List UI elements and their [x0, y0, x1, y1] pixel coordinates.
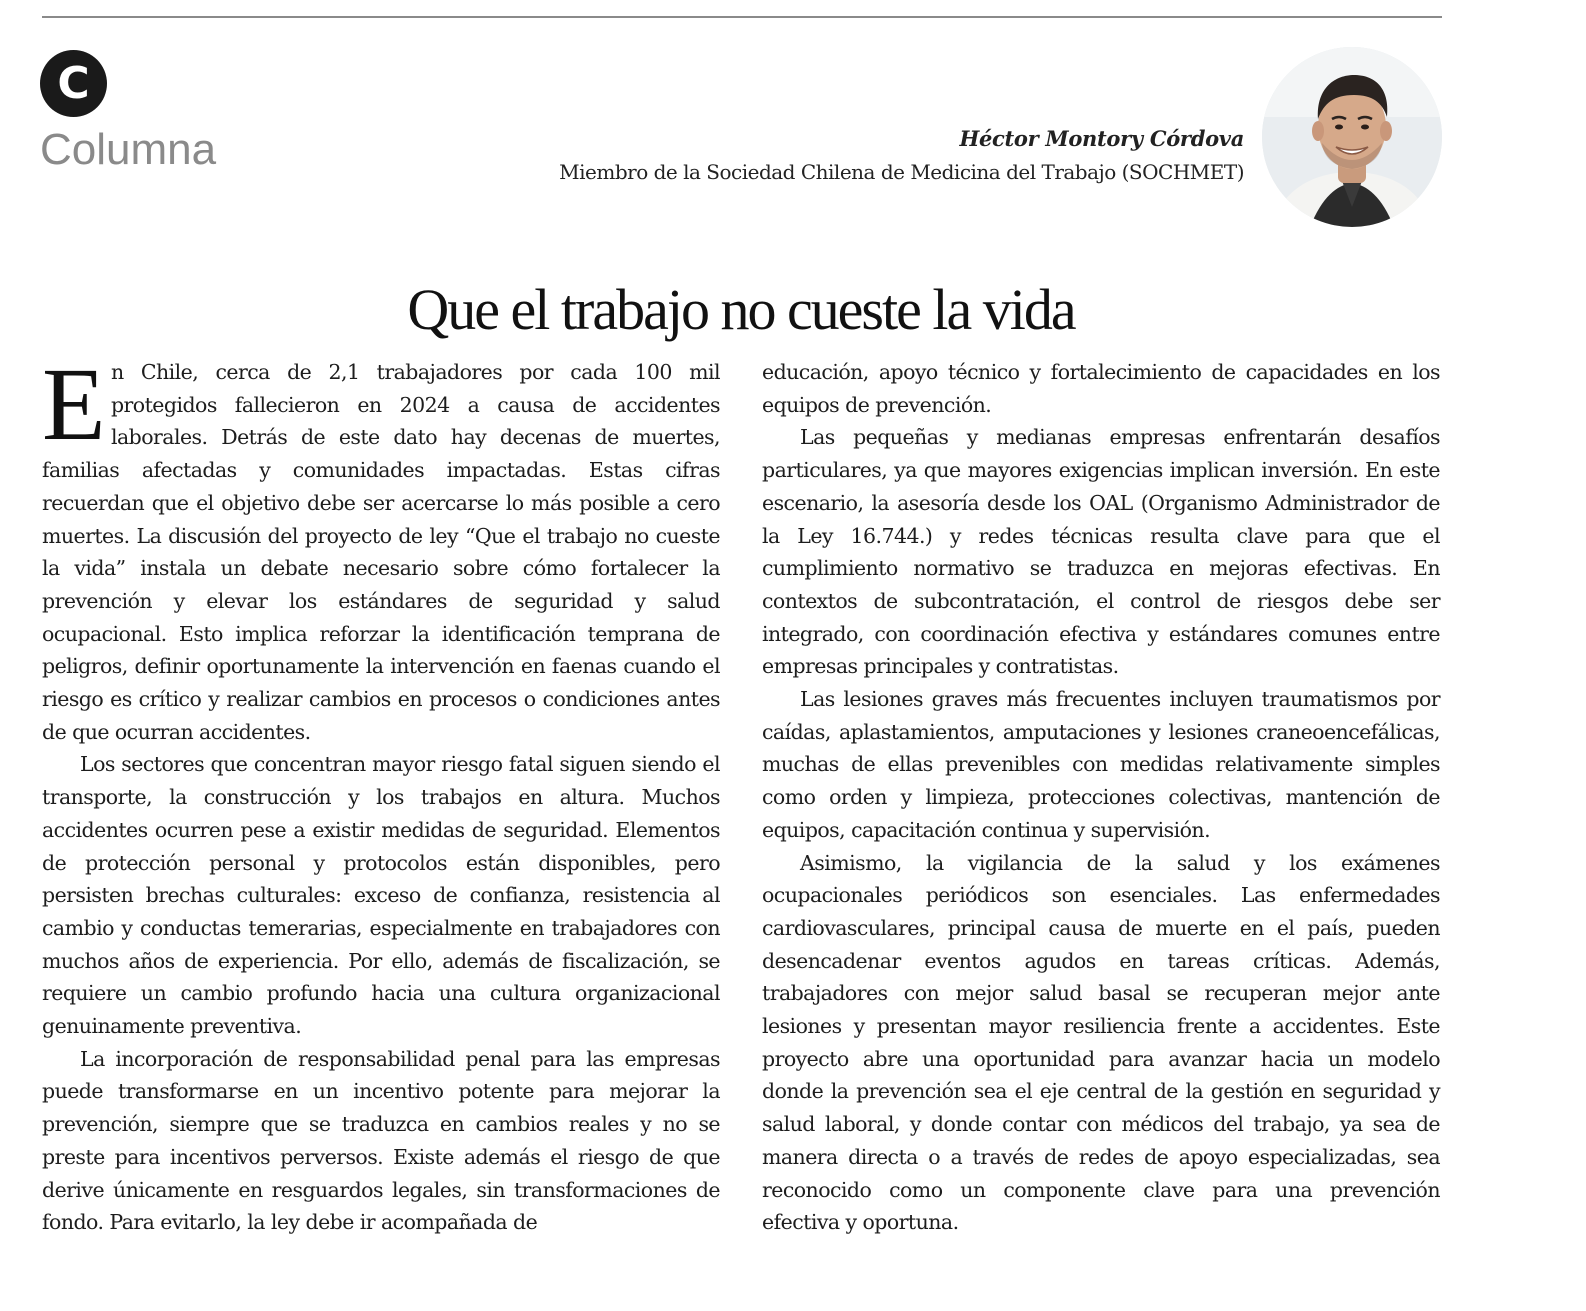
paragraph-4: Las pequeñas y medianas empresas enfrentarán desafíos particulares, ya que mayores exigencias implican inversión. En este escenario, la asesoría desde los OAL (Organismo Administrador de la Ley 16.744.) y redes técnicas resulta clave para que el cumplimiento normativo se traduzca en mejoras efectivas. En contextos de subcontratación, el control de riesgos debe ser integrado, con coordinación efectiva y estándares comunes entre empresas principales y contratistas.	[762, 425, 1440, 679]
paragraph-3: La incorporación de responsabilidad penal para las empresas puede transformarse en un incentivo potente para mejorar la prevención, siempre que se traduzca en cambios reales y no se preste para incentivos perversos. Existe además el riesgo de que derive únicamente en resguardos legales, sin transformaciones de fondo. Para evitarlo, la ley debe ir acompañada de	[42, 1046, 720, 1235]
author-portrait-icon	[1262, 47, 1442, 227]
top-rule	[42, 16, 1442, 18]
drop-cap: E	[42, 347, 105, 462]
author-photo	[1262, 47, 1442, 227]
paragraph-5: Las lesiones graves más frecuentes incluyen traumatismos por caídas, aplastamientos, amputaciones y lesiones craneoencefálicas, muchas de ellas prevenibles con medidas relativamente simples como orden y limpieza, protecciones colectivas, mantención de equipos, capacitación continua y supervisión.	[762, 687, 1440, 842]
paragraph-1	[42, 347, 720, 748]
author-role: Miembro de la Sociedad Chilena de Medicina del Trabajo (SOCHMET)	[559, 160, 1244, 184]
badge-letter: C	[57, 57, 90, 109]
paragraph-2: Los sectores que concentran mayor riesgo fatal siguen siendo el transporte, la construcción y los trabajos en altura. Muchos accidentes ocurren pese a existir medidas de seguridad. Elementos de protección personal y protocolos están disponibles, pero persisten brechas culturales: exceso de confianza, resistencia al cambio y conductas temerarias, especialmente en trabajadores con muchos años de experiencia. Por ello, además de fiscalización, se requiere un cambio profundo hacia una cultura organizacional genuinamente preventiva.	[42, 752, 720, 1039]
paragraph-1-text: n Chile, cerca de 2,1 trabajadores por cada 100 mil protegidos fallecieron en 2024 a causa de accidentes laborales. Detrás de este dato hay decenas de muertes, familias afectadas y comunidades impactadas. Estas cifras recuerdan que el objetivo debe ser acercarse lo más posible a cero muertes. La discusión del proyecto de ley “Que el trabajo no cueste la vida” instala un debate necesario sobre cómo fortalecer la prevención y elevar los estándares de seguridad y salud ocupacional. Esto implica reforzar la identificación temprana de peligros, definir oportunamente la intervención en faenas cuando el riesgo es crítico y realizar cambios en procesos o condiciones antes de que ocurran accidentes.	[42, 360, 720, 744]
article-column-left	[42, 347, 720, 1239]
paragraph-3-continued: educación, apoyo técnico y fortalecimiento de capacidades en los equipos de prevención.	[762, 360, 1440, 417]
headline: Que el trabajo no cueste la vida	[407, 276, 1075, 342]
author-name: Héctor Montory Córdova	[959, 126, 1244, 151]
article-column-right	[762, 356, 1440, 1239]
section-badge	[40, 50, 107, 117]
paragraph-6: Asimismo, la vigilancia de la salud y los exámenes ocupacionales periódicos son esenciales. Las enfermedades cardiovasculares, principal causa de muerte en el país, pueden desencadenar eventos agudos en tareas críticas. Además, trabajadores con mejor salud basal se recuperan mejor ante lesiones y presentan mayor resiliencia frente a accidentes. Este proyecto abre una oportunidad para avanzar hacia un modelo donde la prevención sea el eje central de la gestión en seguridad y salud laboral, y donde contar con médicos del trabajo, ya sea de manera directa o a través de redes de apoyo especializadas, sea reconocido como un componente clave para una prevención efectiva y oportuna.	[762, 850, 1440, 1235]
section-label: Columna	[40, 125, 217, 174]
